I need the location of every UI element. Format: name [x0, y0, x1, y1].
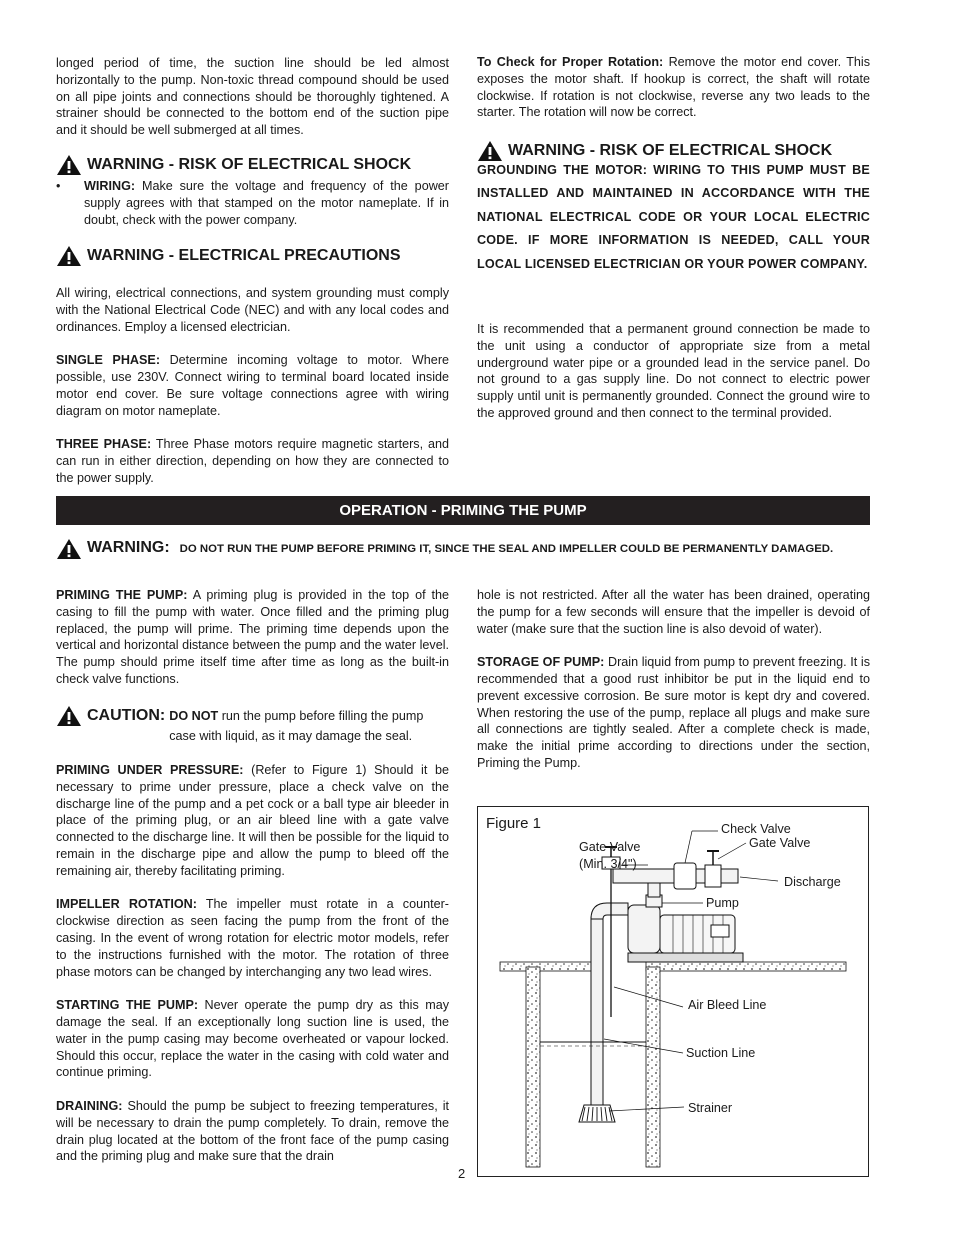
draining-paragraph: DRAINING: Should the pump be subject to freezing temperatures, it will be necessary to drain the pump completely. To drain, remove the drain plug located at the bottom of the front face of the pump casing and the priming plug and make sure that the drain — [56, 1098, 449, 1164]
label-strainer: Strainer — [688, 1101, 733, 1115]
grounding-caps-block: GROUNDING THE MOTOR: WIRING TO THIS PUMP MUST BE INSTALLED AND MAINTAINED IN ACCORDANCE WITH THE NATIONAL ELECTRICAL CODE OR YOUR LOCAL ELECTRIC CODE. IF MORE INFORMATION IS NEEDED, CALL YOUR LOCAL LICENSED ELECTRICIAN OR YOUR POWER COMPANY. — [477, 163, 870, 271]
ground-connection-paragraph: It is recommended that a permanent ground connection be made to the unit using a conductor of appropriate size from a metal underground water pipe or a grounded lead in the service panel. Do not ground to a gas supply line. Do not connect to electric power supply until unit is permanently grounded. Connect the ground wire to the approved ground and then connect to the terminal provided. — [477, 322, 870, 420]
wiring-bullet: • WIRING: Make sure the voltage and frequency of the power supply agrees with that stamped on the motor nameplate. If in doubt, check with the power company. — [56, 179, 449, 227]
priming-paragraph: PRIMING THE PUMP: A priming plug is provided in the top of the casing to fill the pump with water. Once filled and the priming plug replaced, the pump will prime. The priming time depends upon the vertical and horizontal distance between the pump and the water level. The pump should prime itself time after time as long as the built-in check valve functions. — [56, 588, 450, 686]
warning-triangle-icon — [56, 705, 82, 727]
warning-electrical-shock-left: WARNING - RISK OF ELECTRICAL SHOCK — [56, 154, 411, 176]
warning-triangle-icon — [56, 154, 82, 176]
operation-warning — [56, 537, 870, 560]
single-phase-paragraph: SINGLE PHASE: Determine incoming voltage to motor. Where possible, use 230V. Connect wiring to terminal board located inside motor end cover. Be sure voltage connections agree with wiring diagram on motor nameplate. — [56, 353, 450, 418]
left-top-intro: longed period of time, the suction line should be led almost horizontally to the pump. Non-toxic thread compound should be used on all pipe joints and connections should be thoroughly tightened. A strainer should be connected to the bottom end of the suction pipe and it should be well submerged at all times. — [56, 56, 449, 138]
warning-triangle-icon — [56, 245, 82, 267]
drain-continued-paragraph: hole is not restricted. After all the water has been drained, operating the pump for a few seconds will ensure that the impeller is devoid of water (make sure that the suction line is also devoid of water). — [477, 588, 870, 636]
warning-triangle-icon — [56, 538, 82, 560]
label-pump: Pump — [706, 896, 739, 910]
section-header-operation: OPERATION - PRIMING THE PUMP — [56, 496, 870, 525]
label-discharge: Discharge — [784, 875, 841, 889]
caution-block: CAUTION: DO NOT run the pump before filling the pump case with liquid, as it may damage the seal. — [56, 705, 449, 746]
label-suction-line: Suction Line — [686, 1046, 756, 1060]
figure-1 — [477, 806, 869, 1177]
left-bottom-body — [56, 762, 449, 1165]
label-check-valve: Check Valve — [721, 822, 791, 836]
pump-installation-diagram — [478, 807, 868, 1176]
warning-electrical-shock-right: WARNING - RISK OF ELECTRICAL SHOCK — [477, 140, 832, 162]
rotation-paragraph: To Check for Proper Rotation: Remove the motor end cover. This exposes the motor shaft. If hookup is correct, the shaft will rotate clockwise. If rotation is not clockwise, reverse any two leads to the starter. The rotation will now be correct. — [477, 55, 871, 120]
starting-paragraph: STARTING THE PUMP: Never operate the pump dry as this may damage the seal. If an exceptionally long suction line is used, the water in the pump casing may become overheated or vapour locked. Should this occur, replace the water in the casing with cold water and continue priming. — [56, 998, 450, 1080]
right-bottom-body — [477, 587, 870, 772]
warning-electrical-precautions: WARNING - ELECTRICAL PRECAUTIONS — [56, 245, 400, 267]
figure-title: Figure 1 — [486, 815, 542, 832]
bullet-mark: • — [56, 179, 61, 193]
label-air-bleed-line: Air Bleed Line — [688, 998, 767, 1012]
three-phase-paragraph: THREE PHASE: Three Phase motors require magnetic starters, and can run in either direction, depending on how they are connected to the power supply. — [56, 437, 449, 485]
label-gate-valve-size: (Min. 3/4") — [579, 857, 637, 871]
label-gate-valve-right: Gate Valve — [749, 836, 811, 850]
pressure-paragraph: PRIMING UNDER PRESSURE: (Refer to Figure 1) Should it be necessary to prime under pressure, place a check valve on the discharge line of the pump and a pet cock or a ball type air bleeder in place of the priming plug, or an air bleed line with a gate valve connected to the discharge line. It will then be possible for the liquid to remain in the discharge pipe and allow the pump to bleed off the remaining air, thereby facilitating priming. — [56, 763, 449, 878]
precautions-text: All wiring, electrical connections, and system grounding must comply with the National Electrical Code (NEC) and with any local codes and ordinances. Employ a licensed electrician. — [56, 286, 449, 334]
page-number: 2 — [458, 1166, 466, 1181]
impeller-paragraph: IMPELLER ROTATION: The impeller must rotate in a counter-clockwise direction as seen facing the pump from the front of the casing. In the event of wrong rotation for electric motor models, refer to the instructions furnished with the motor. The rotation of three phase motors can be changed by interchanging any two lead wires. — [56, 897, 449, 979]
label-gate-valve-left: Gate Valve — [579, 840, 641, 854]
caution-label: CAUTION: — [87, 707, 166, 724]
operation-warning-text: DO NOT RUN THE PUMP BEFORE PRIMING IT, SINCE THE SEAL AND IMPELLER COULD BE PERMANENTLY DAMAGED. — [179, 543, 834, 555]
storage-paragraph: STORAGE OF PUMP: Drain liquid from pump to prevent freezing. It is recommended that a good rust inhibitor be put in the liquid end to prevent excessive corrosion. Be sure motor is kept dry and covered. When restoring the use of the pump, replace all plugs and make sure all connections are tightly sealed. After a complete check is made, make the initial prime according to directions under the section, Priming the Pump. — [477, 655, 871, 770]
left-top-body — [56, 285, 449, 487]
operation-warning-label: WARNING: — [87, 539, 170, 556]
